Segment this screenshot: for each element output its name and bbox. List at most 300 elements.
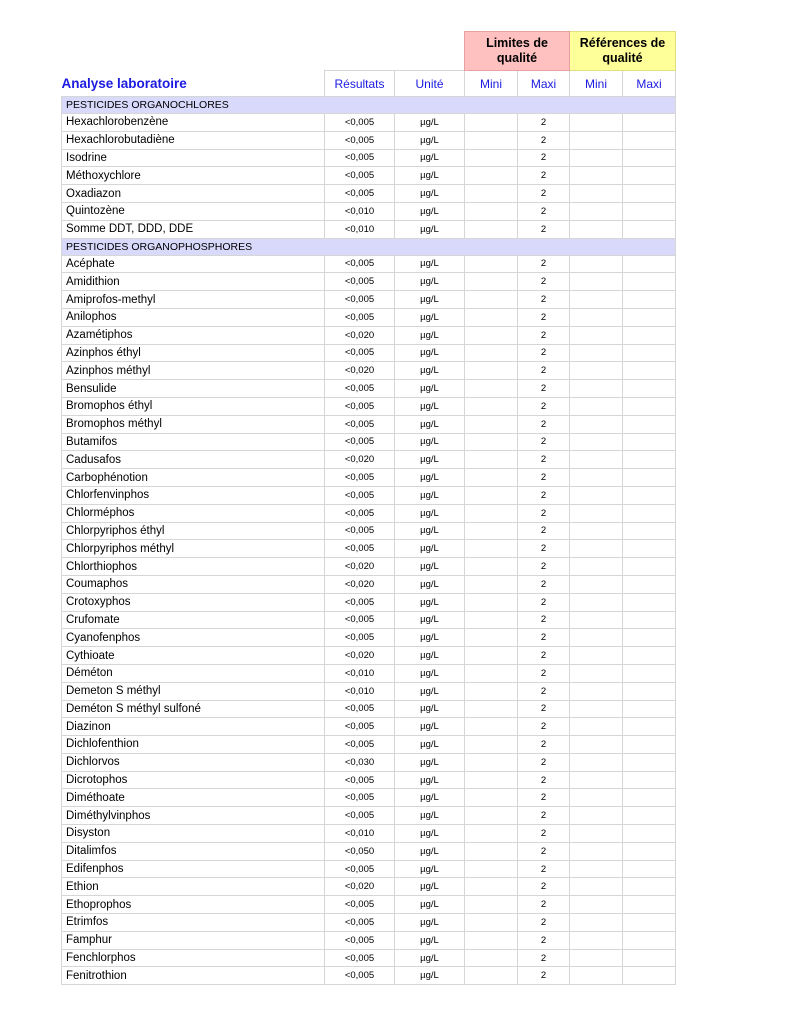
result-cell: <0,010 (325, 825, 395, 843)
result-cell: <0,005 (325, 860, 395, 878)
reference-min-cell (570, 167, 623, 185)
substance-name: Ditalimfos (62, 842, 325, 860)
substance-name: Bromophos éthyl (62, 397, 325, 415)
substance-name: Cyanofenphos (62, 629, 325, 647)
result-cell: <0,005 (325, 629, 395, 647)
reference-min-cell (570, 220, 623, 238)
table-row (62, 114, 676, 132)
limits-min-column-header: Mini (465, 71, 518, 97)
result-cell: <0,005 (325, 700, 395, 718)
limit-max-cell: 2 (518, 575, 570, 593)
result-cell: <0,005 (325, 380, 395, 398)
reference-max-cell (623, 736, 676, 754)
reference-max-cell (623, 540, 676, 558)
result-cell: <0,005 (325, 807, 395, 825)
reference-max-cell (623, 415, 676, 433)
reference-max-cell (623, 522, 676, 540)
reference-max-cell (623, 149, 676, 167)
result-cell: <0,005 (325, 611, 395, 629)
unit-cell: µg/L (395, 753, 465, 771)
limit-min-cell (465, 291, 518, 309)
substance-name: Chlorméphos (62, 504, 325, 522)
limit-max-cell: 2 (518, 451, 570, 469)
reference-max-cell (623, 344, 676, 362)
limit-min-cell (465, 558, 518, 576)
reference-max-cell (623, 807, 676, 825)
limit-max-cell: 2 (518, 914, 570, 932)
substance-name: Chlorpyriphos éthyl (62, 522, 325, 540)
unit-cell: µg/L (395, 931, 465, 949)
reference-max-cell (623, 789, 676, 807)
limit-max-cell: 2 (518, 397, 570, 415)
limit-max-cell: 2 (518, 789, 570, 807)
limit-max-cell: 2 (518, 185, 570, 203)
unit-cell: µg/L (395, 114, 465, 132)
limit-min-cell (465, 682, 518, 700)
substance-name: Diméthylvinphos (62, 807, 325, 825)
unit-cell: µg/L (395, 718, 465, 736)
limit-max-cell: 2 (518, 558, 570, 576)
limit-max-cell: 2 (518, 807, 570, 825)
limit-max-cell: 2 (518, 629, 570, 647)
unit-cell: µg/L (395, 771, 465, 789)
limit-max-cell: 2 (518, 273, 570, 291)
reference-min-cell (570, 611, 623, 629)
reference-min-cell (570, 700, 623, 718)
reference-min-cell (570, 718, 623, 736)
table-row (62, 255, 676, 273)
result-cell: <0,005 (325, 167, 395, 185)
table-row (62, 949, 676, 967)
reference-max-cell (623, 593, 676, 611)
result-cell: <0,005 (325, 736, 395, 754)
result-cell: <0,010 (325, 202, 395, 220)
table-row (62, 167, 676, 185)
reference-max-cell (623, 878, 676, 896)
table-row (62, 575, 676, 593)
table-row (62, 664, 676, 682)
limit-max-cell: 2 (518, 167, 570, 185)
table-row (62, 415, 676, 433)
table-row (62, 967, 676, 985)
reference-min-cell (570, 486, 623, 504)
limit-max-cell: 2 (518, 753, 570, 771)
limit-min-cell (465, 504, 518, 522)
substance-name: Carbophénotion (62, 469, 325, 487)
reference-min-cell (570, 736, 623, 754)
result-cell: <0,005 (325, 291, 395, 309)
reference-min-cell (570, 967, 623, 985)
reference-max-cell (623, 967, 676, 985)
reference-max-cell (623, 914, 676, 932)
reference-min-cell (570, 664, 623, 682)
reference-min-cell (570, 131, 623, 149)
result-cell: <0,005 (325, 789, 395, 807)
reference-min-cell (570, 807, 623, 825)
reference-min-cell (570, 682, 623, 700)
limit-max-cell: 2 (518, 931, 570, 949)
result-cell: <0,020 (325, 558, 395, 576)
result-cell: <0,010 (325, 220, 395, 238)
table-row (62, 718, 676, 736)
reference-min-cell (570, 931, 623, 949)
limit-max-cell: 2 (518, 415, 570, 433)
limit-max-cell: 2 (518, 504, 570, 522)
table-row (62, 522, 676, 540)
unit-cell: µg/L (395, 700, 465, 718)
limit-min-cell (465, 131, 518, 149)
limit-min-cell (465, 380, 518, 398)
reference-max-cell (623, 291, 676, 309)
limit-min-cell (465, 718, 518, 736)
substance-name: Oxadiazon (62, 185, 325, 203)
reference-max-cell (623, 131, 676, 149)
column-header-row (62, 71, 676, 97)
reference-max-cell (623, 575, 676, 593)
reference-max-cell (623, 469, 676, 487)
table-row (62, 647, 676, 665)
reference-min-cell (570, 469, 623, 487)
limit-min-cell (465, 611, 518, 629)
limit-min-cell (465, 575, 518, 593)
limits-max-column-header: Maxi (518, 71, 570, 97)
reference-max-cell (623, 842, 676, 860)
reference-min-cell (570, 114, 623, 132)
limit-max-cell: 2 (518, 114, 570, 132)
substance-name: Butamifos (62, 433, 325, 451)
unit-cell: µg/L (395, 664, 465, 682)
reference-min-cell (570, 433, 623, 451)
reference-min-cell (570, 540, 623, 558)
result-cell: <0,005 (325, 469, 395, 487)
table-row (62, 397, 676, 415)
result-cell: <0,005 (325, 504, 395, 522)
result-cell: <0,020 (325, 878, 395, 896)
limit-min-cell (465, 967, 518, 985)
unit-cell: µg/L (395, 949, 465, 967)
table-row (62, 860, 676, 878)
unit-cell: µg/L (395, 273, 465, 291)
limit-min-cell (465, 593, 518, 611)
result-cell: <0,005 (325, 273, 395, 291)
table-row (62, 362, 676, 380)
substance-name: Somme DDT, DDD, DDE (62, 220, 325, 238)
limit-max-cell: 2 (518, 682, 570, 700)
unit-cell: µg/L (395, 896, 465, 914)
reference-max-cell (623, 397, 676, 415)
reference-max-cell (623, 202, 676, 220)
unit-cell: µg/L (395, 522, 465, 540)
reference-max-cell (623, 682, 676, 700)
table-row (62, 931, 676, 949)
table-row (62, 131, 676, 149)
table-row (62, 486, 676, 504)
substance-name: Azinphos éthyl (62, 344, 325, 362)
unit-cell: µg/L (395, 504, 465, 522)
limit-min-cell (465, 149, 518, 167)
result-cell: <0,030 (325, 753, 395, 771)
unit-cell: µg/L (395, 362, 465, 380)
limit-max-cell: 2 (518, 718, 570, 736)
limit-max-cell: 2 (518, 469, 570, 487)
table-row (62, 825, 676, 843)
reference-min-cell (570, 255, 623, 273)
limit-max-cell: 2 (518, 291, 570, 309)
substance-name: Azamétiphos (62, 326, 325, 344)
group-header-row (62, 32, 676, 71)
references-group-header: Références de qualité (570, 32, 676, 71)
reference-max-cell (623, 167, 676, 185)
substance-name: Dicrotophos (62, 771, 325, 789)
unit-cell: µg/L (395, 397, 465, 415)
substance-name: Azinphos méthyl (62, 362, 325, 380)
limit-max-cell: 2 (518, 202, 570, 220)
unit-cell: µg/L (395, 575, 465, 593)
unit-cell: µg/L (395, 558, 465, 576)
limit-max-cell: 2 (518, 611, 570, 629)
reference-max-cell (623, 273, 676, 291)
table-row (62, 326, 676, 344)
section-title: PESTICIDES ORGANOCHLORES (62, 97, 676, 114)
unit-cell: µg/L (395, 202, 465, 220)
reference-min-cell (570, 397, 623, 415)
reference-max-cell (623, 255, 676, 273)
unit-cell: µg/L (395, 682, 465, 700)
limit-min-cell (465, 931, 518, 949)
reference-min-cell (570, 362, 623, 380)
limit-min-cell (465, 771, 518, 789)
limit-max-cell: 2 (518, 522, 570, 540)
table-row (62, 273, 676, 291)
result-cell: <0,020 (325, 362, 395, 380)
limit-max-cell: 2 (518, 220, 570, 238)
table-row (62, 789, 676, 807)
result-cell: <0,005 (325, 540, 395, 558)
substance-name: Chlorthiophos (62, 558, 325, 576)
limit-min-cell (465, 255, 518, 273)
reference-max-cell (623, 647, 676, 665)
table-row (62, 842, 676, 860)
substance-name: Amidithion (62, 273, 325, 291)
table-row (62, 433, 676, 451)
results-column-header: Résultats (325, 71, 395, 97)
table-row (62, 771, 676, 789)
limit-min-cell (465, 700, 518, 718)
reference-min-cell (570, 149, 623, 167)
reference-max-cell (623, 629, 676, 647)
unit-cell: µg/L (395, 842, 465, 860)
unit-cell: µg/L (395, 878, 465, 896)
reference-max-cell (623, 896, 676, 914)
table-row (62, 504, 676, 522)
table-row (62, 611, 676, 629)
limit-min-cell (465, 167, 518, 185)
unit-cell: µg/L (395, 433, 465, 451)
limit-max-cell: 2 (518, 131, 570, 149)
substance-name: Fenchlorphos (62, 949, 325, 967)
limit-max-cell: 2 (518, 362, 570, 380)
substance-name: Isodrine (62, 149, 325, 167)
limit-min-cell (465, 540, 518, 558)
limit-max-cell: 2 (518, 700, 570, 718)
unit-cell: µg/L (395, 344, 465, 362)
references-min-column-header: Mini (570, 71, 623, 97)
result-cell: <0,005 (325, 344, 395, 362)
result-cell: <0,005 (325, 718, 395, 736)
substance-name: Diméthoate (62, 789, 325, 807)
reference-min-cell (570, 451, 623, 469)
reference-max-cell (623, 949, 676, 967)
limit-min-cell (465, 860, 518, 878)
reference-max-cell (623, 504, 676, 522)
limit-min-cell (465, 896, 518, 914)
lab-analysis-table (61, 31, 676, 985)
limit-min-cell (465, 185, 518, 203)
reference-max-cell (623, 326, 676, 344)
result-cell: <0,005 (325, 967, 395, 985)
table-row (62, 380, 676, 398)
reference-max-cell (623, 931, 676, 949)
reference-min-cell (570, 789, 623, 807)
table-row (62, 914, 676, 932)
substance-name: Ethoprophos (62, 896, 325, 914)
unit-cell: µg/L (395, 220, 465, 238)
limit-min-cell (465, 433, 518, 451)
unit-cell: µg/L (395, 736, 465, 754)
limit-min-cell (465, 736, 518, 754)
result-cell: <0,020 (325, 575, 395, 593)
limit-max-cell: 2 (518, 486, 570, 504)
unit-cell: µg/L (395, 167, 465, 185)
substance-name: Famphur (62, 931, 325, 949)
references-max-column-header: Maxi (623, 71, 676, 97)
limit-min-cell (465, 878, 518, 896)
result-cell: <0,005 (325, 308, 395, 326)
reference-min-cell (570, 914, 623, 932)
reference-min-cell (570, 202, 623, 220)
unit-cell: µg/L (395, 131, 465, 149)
result-cell: <0,005 (325, 914, 395, 932)
substance-name: Bensulide (62, 380, 325, 398)
limit-min-cell (465, 629, 518, 647)
reference-max-cell (623, 664, 676, 682)
reference-min-cell (570, 273, 623, 291)
section-header-row (62, 97, 676, 114)
substance-name: Hexachlorobenzène (62, 114, 325, 132)
substance-name: Quintozène (62, 202, 325, 220)
reference-min-cell (570, 878, 623, 896)
table-row (62, 308, 676, 326)
limit-min-cell (465, 273, 518, 291)
reference-max-cell (623, 185, 676, 203)
reference-min-cell (570, 558, 623, 576)
limit-min-cell (465, 308, 518, 326)
reference-min-cell (570, 593, 623, 611)
reference-min-cell (570, 380, 623, 398)
limit-min-cell (465, 220, 518, 238)
limit-max-cell: 2 (518, 664, 570, 682)
table-row (62, 202, 676, 220)
substance-name: Anilophos (62, 308, 325, 326)
limit-min-cell (465, 362, 518, 380)
limit-max-cell: 2 (518, 842, 570, 860)
substance-name: Deméton S méthyl sulfoné (62, 700, 325, 718)
reference-max-cell (623, 362, 676, 380)
table-row (62, 149, 676, 167)
result-cell: <0,005 (325, 433, 395, 451)
unit-cell: µg/L (395, 451, 465, 469)
limit-max-cell: 2 (518, 949, 570, 967)
substance-name: Chlorpyriphos méthyl (62, 540, 325, 558)
result-cell: <0,005 (325, 397, 395, 415)
limit-min-cell (465, 522, 518, 540)
substance-name: Cadusafos (62, 451, 325, 469)
limit-min-cell (465, 114, 518, 132)
result-cell: <0,005 (325, 896, 395, 914)
table-row (62, 896, 676, 914)
limit-min-cell (465, 647, 518, 665)
reference-max-cell (623, 433, 676, 451)
limit-min-cell (465, 914, 518, 932)
substance-name: Crufomate (62, 611, 325, 629)
substance-name: Acéphate (62, 255, 325, 273)
unit-cell: µg/L (395, 540, 465, 558)
limit-min-cell (465, 451, 518, 469)
limit-max-cell: 2 (518, 326, 570, 344)
table-row (62, 291, 676, 309)
reference-max-cell (623, 825, 676, 843)
reference-min-cell (570, 896, 623, 914)
substance-name: Demeton S méthyl (62, 682, 325, 700)
result-cell: <0,020 (325, 647, 395, 665)
limit-min-cell (465, 415, 518, 433)
substance-name: Ethion (62, 878, 325, 896)
unit-cell: µg/L (395, 825, 465, 843)
substance-name: Edifenphos (62, 860, 325, 878)
substance-name: Hexachlorobutadiène (62, 131, 325, 149)
unit-cell: µg/L (395, 807, 465, 825)
substance-name: Crotoxyphos (62, 593, 325, 611)
result-cell: <0,005 (325, 415, 395, 433)
reference-max-cell (623, 753, 676, 771)
result-cell: <0,020 (325, 451, 395, 469)
unit-cell: µg/L (395, 789, 465, 807)
table-row (62, 682, 676, 700)
reference-max-cell (623, 308, 676, 326)
reference-min-cell (570, 344, 623, 362)
reference-max-cell (623, 771, 676, 789)
reference-min-cell (570, 842, 623, 860)
limit-min-cell (465, 486, 518, 504)
limit-max-cell: 2 (518, 896, 570, 914)
limit-min-cell (465, 753, 518, 771)
limit-max-cell: 2 (518, 647, 570, 665)
unit-cell: µg/L (395, 255, 465, 273)
unit-cell: µg/L (395, 967, 465, 985)
limit-min-cell (465, 842, 518, 860)
result-cell: <0,005 (325, 149, 395, 167)
substance-name: Chlorfenvinphos (62, 486, 325, 504)
limit-max-cell: 2 (518, 825, 570, 843)
limit-min-cell (465, 789, 518, 807)
substance-name: Diazinon (62, 718, 325, 736)
unit-cell: µg/L (395, 647, 465, 665)
unit-cell: µg/L (395, 185, 465, 203)
substance-name: Bromophos méthyl (62, 415, 325, 433)
section-header-row (62, 238, 676, 255)
table-row (62, 700, 676, 718)
section-title: PESTICIDES ORGANOPHOSPHORES (62, 238, 676, 255)
